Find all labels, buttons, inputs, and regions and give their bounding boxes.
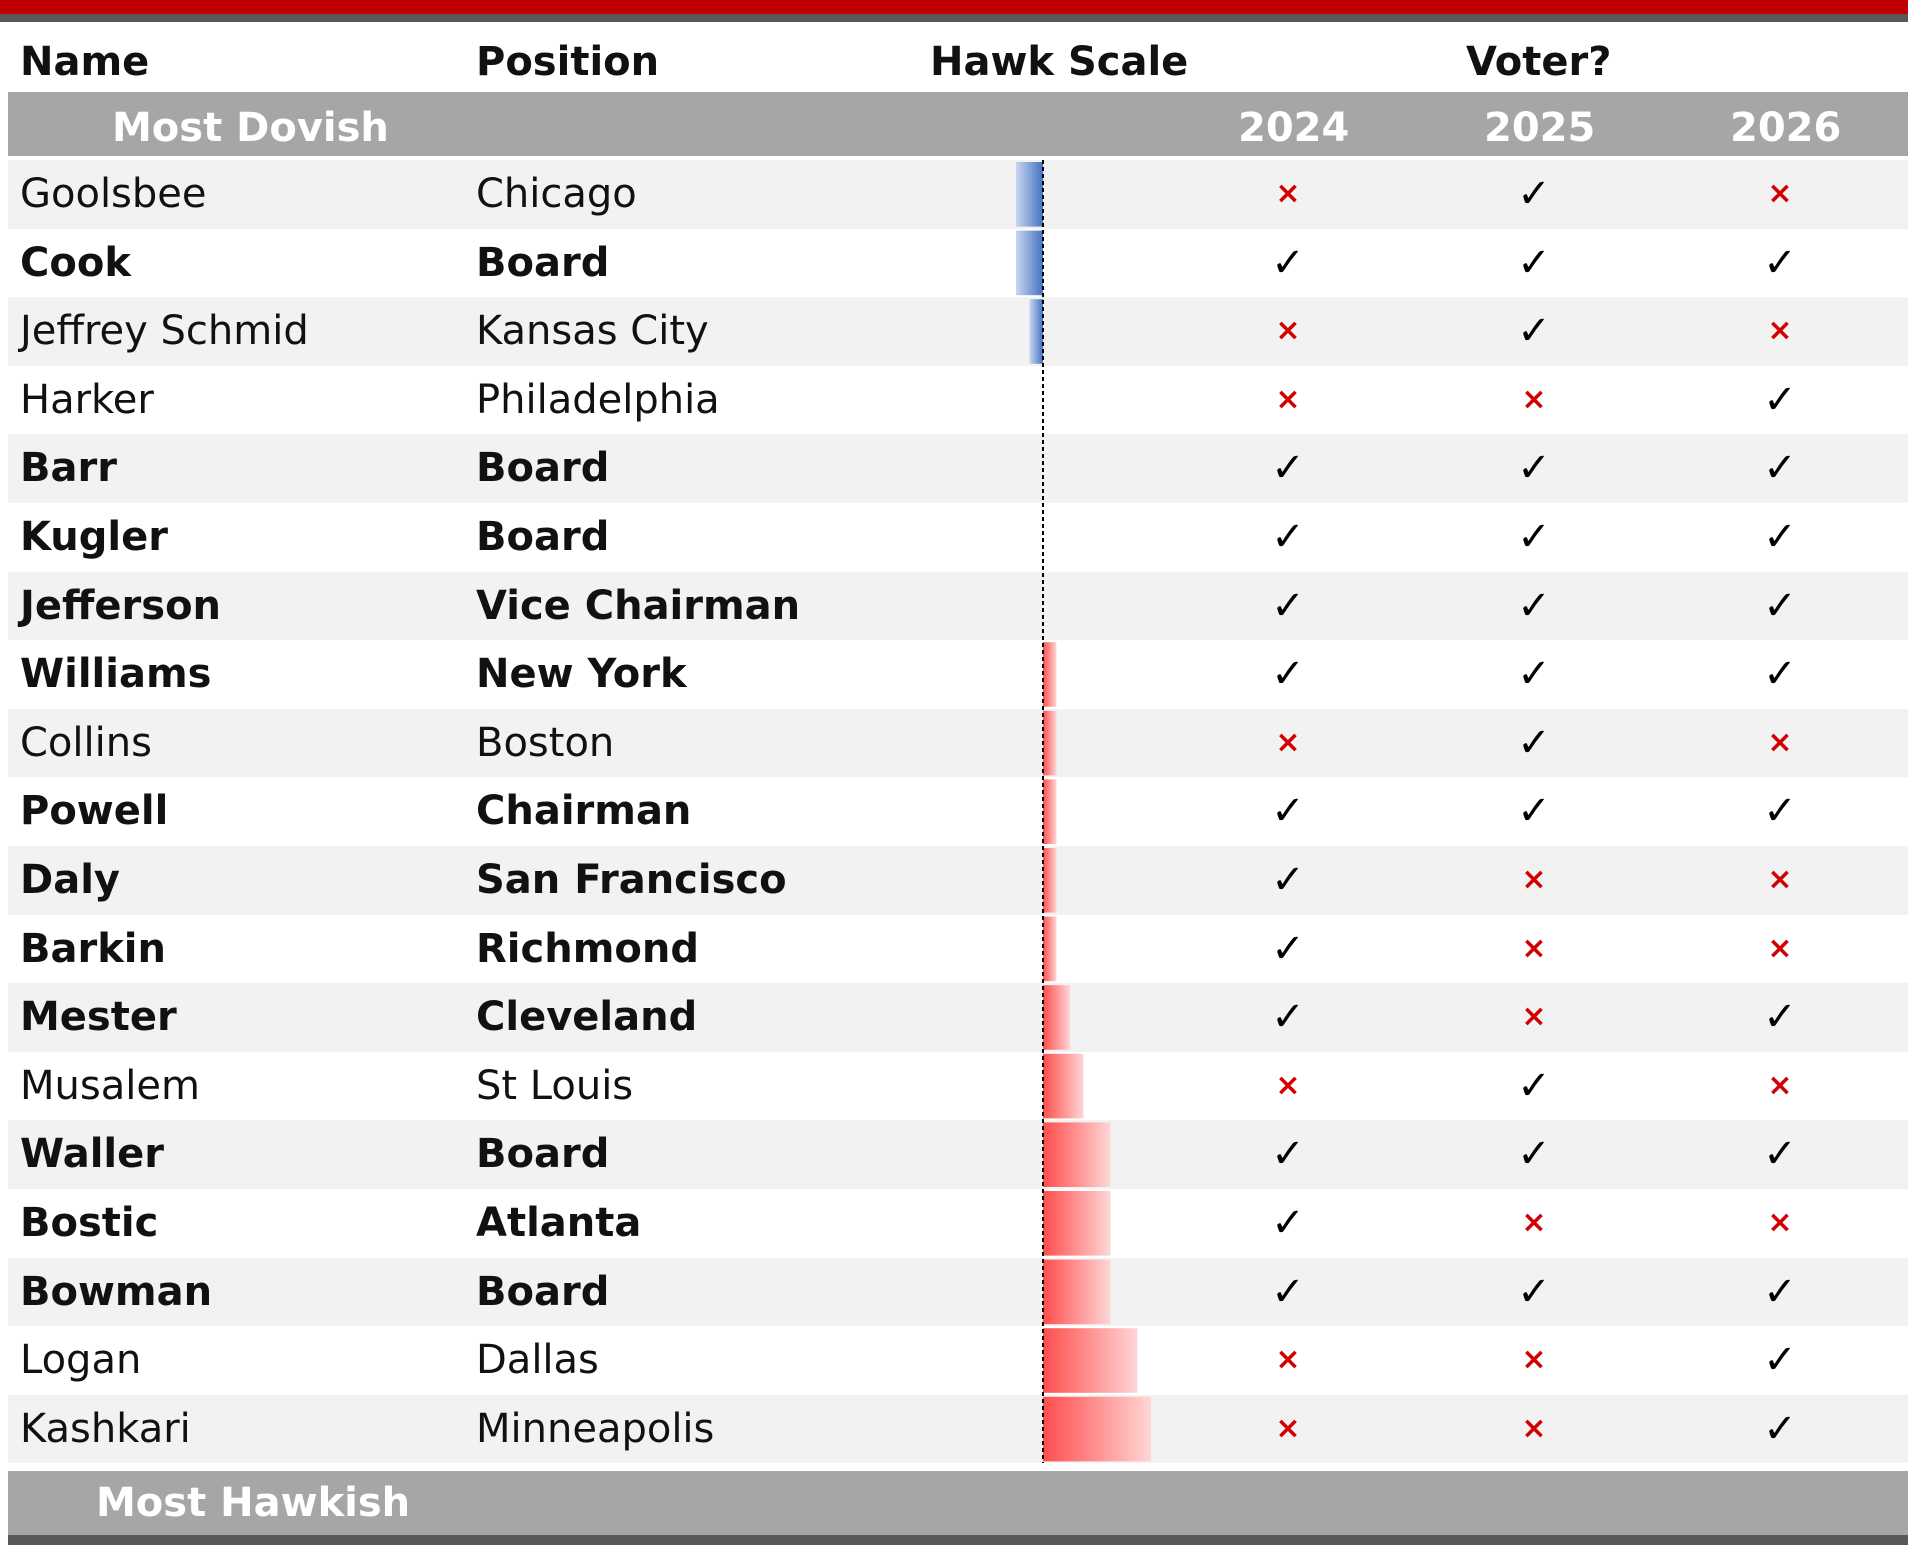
voter-check-icon: ✓ xyxy=(1763,1337,1797,1384)
voter-check-icon: ✓ xyxy=(1271,514,1305,560)
table-row xyxy=(8,1052,1908,1121)
non-voter-x-icon: × xyxy=(1767,724,1793,760)
member-position: Board xyxy=(476,1131,610,1178)
member-name: Musalem xyxy=(20,1062,200,1109)
non-voter-x-icon: × xyxy=(1767,176,1793,211)
member-name: Barkin xyxy=(20,925,166,972)
voter-check-icon: ✓ xyxy=(1271,1268,1305,1315)
voter-check-icon: ✓ xyxy=(1517,788,1551,835)
year-2024-header: 2024 xyxy=(1238,105,1350,151)
voter-check-icon: ✓ xyxy=(1763,445,1797,492)
voter-check-icon: ✓ xyxy=(1763,994,1797,1041)
table-row xyxy=(8,160,1908,229)
voter-check-icon: ✓ xyxy=(1271,651,1305,698)
voter-check-icon: ✓ xyxy=(1763,651,1797,698)
voter-header: Voter? xyxy=(1466,39,1612,85)
voter-check-icon: ✓ xyxy=(1763,582,1797,629)
hawk-scale-header: Hawk Scale xyxy=(930,39,1189,85)
voter-check-icon: ✓ xyxy=(1517,308,1551,355)
voter-check-icon: ✓ xyxy=(1271,788,1305,835)
voter-check-icon: ✓ xyxy=(1271,582,1305,629)
table-row xyxy=(8,572,1908,641)
member-position: Chicago xyxy=(476,171,637,217)
member-position: Vice Chairman xyxy=(476,582,801,629)
member-name: Bowman xyxy=(20,1268,213,1315)
member-position: Cleveland xyxy=(476,994,698,1041)
table-row xyxy=(8,1326,1908,1395)
non-voter-x-icon: × xyxy=(1521,1410,1547,1446)
member-name: Collins xyxy=(20,719,152,766)
top-divider-bar xyxy=(0,14,1908,22)
member-position: Richmond xyxy=(476,925,699,972)
table-row xyxy=(8,709,1908,778)
member-name: Jefferson xyxy=(20,582,222,629)
voter-check-icon: ✓ xyxy=(1763,788,1797,835)
table-row xyxy=(8,366,1908,435)
table-row xyxy=(8,503,1908,572)
member-name: Harker xyxy=(20,376,154,423)
member-position: Chairman xyxy=(476,788,692,835)
non-voter-x-icon: × xyxy=(1521,1205,1547,1240)
non-voter-x-icon: × xyxy=(1767,313,1793,349)
position-column-header: Position xyxy=(476,39,660,85)
member-position: St Louis xyxy=(476,1062,634,1109)
member-position: Board xyxy=(476,514,610,560)
year-2026-header: 2026 xyxy=(1730,105,1842,151)
member-position: New York xyxy=(476,651,687,698)
table-row xyxy=(8,297,1908,366)
table-row xyxy=(8,777,1908,846)
voter-check-icon: ✓ xyxy=(1763,1131,1797,1178)
voter-check-icon: ✓ xyxy=(1763,1268,1797,1315)
non-voter-x-icon: × xyxy=(1767,862,1793,897)
member-name: Kugler xyxy=(20,514,168,560)
member-position: Dallas xyxy=(476,1337,599,1384)
table-row xyxy=(8,434,1908,503)
non-voter-x-icon: × xyxy=(1521,862,1547,897)
non-voter-x-icon: × xyxy=(1521,381,1547,417)
member-name: Goolsbee xyxy=(20,171,207,217)
non-voter-x-icon: × xyxy=(1521,999,1547,1035)
non-voter-x-icon: × xyxy=(1767,1205,1793,1240)
voter-check-icon: ✓ xyxy=(1271,1131,1305,1178)
member-position: Board xyxy=(476,1268,610,1315)
table-row xyxy=(8,640,1908,709)
member-name: Williams xyxy=(20,651,212,698)
table-row xyxy=(8,1395,1908,1464)
voter-check-icon: ✓ xyxy=(1763,514,1797,560)
voter-check-icon: ✓ xyxy=(1271,857,1305,903)
non-voter-x-icon: × xyxy=(1275,1410,1301,1446)
voter-check-icon: ✓ xyxy=(1763,239,1797,286)
voter-check-icon: ✓ xyxy=(1517,1062,1551,1109)
non-voter-x-icon: × xyxy=(1767,930,1793,966)
voter-check-icon: ✓ xyxy=(1517,1268,1551,1315)
table-row xyxy=(8,1189,1908,1258)
hawkish-band xyxy=(8,1471,1908,1535)
member-name: Bostic xyxy=(20,1200,159,1246)
name-column-header: Name xyxy=(20,39,150,85)
non-voter-x-icon: × xyxy=(1767,1067,1793,1103)
voter-check-icon: ✓ xyxy=(1271,925,1305,972)
member-name: Kashkari xyxy=(20,1405,191,1452)
non-voter-x-icon: × xyxy=(1275,381,1301,417)
member-position: Board xyxy=(476,239,610,286)
voter-check-icon: ✓ xyxy=(1517,582,1551,629)
member-position: Minneapolis xyxy=(476,1405,715,1452)
voter-check-icon: ✓ xyxy=(1517,514,1551,560)
member-position: San Francisco xyxy=(476,857,787,903)
member-name: Cook xyxy=(20,239,131,286)
year-2025-header: 2025 xyxy=(1484,105,1596,151)
voter-check-icon: ✓ xyxy=(1763,376,1797,423)
non-voter-x-icon: × xyxy=(1521,1342,1547,1378)
table-row xyxy=(8,1120,1908,1189)
voter-check-icon: ✓ xyxy=(1517,445,1551,492)
member-name: Jeffrey Schmid xyxy=(20,308,309,355)
voter-check-icon: ✓ xyxy=(1763,1405,1797,1452)
member-name: Barr xyxy=(20,445,117,492)
member-position: Atlanta xyxy=(476,1200,642,1246)
table-row xyxy=(8,915,1908,984)
voter-check-icon: ✓ xyxy=(1271,1200,1305,1246)
voter-check-icon: ✓ xyxy=(1271,239,1305,286)
member-name: Mester xyxy=(20,994,177,1041)
top-accent-bar xyxy=(0,0,1908,14)
table-row xyxy=(8,229,1908,298)
voter-check-icon: ✓ xyxy=(1517,1131,1551,1178)
voter-check-icon: ✓ xyxy=(1517,171,1551,217)
member-position: Kansas City xyxy=(476,308,709,355)
non-voter-x-icon: × xyxy=(1521,930,1547,966)
member-name: Logan xyxy=(20,1337,142,1384)
voter-check-icon: ✓ xyxy=(1517,719,1551,766)
member-position: Philadelphia xyxy=(476,376,720,423)
non-voter-x-icon: × xyxy=(1275,1067,1301,1103)
table-row xyxy=(8,983,1908,1052)
most-dovish-label: Most Dovish xyxy=(112,105,389,151)
non-voter-x-icon: × xyxy=(1275,176,1301,211)
table-row xyxy=(8,1258,1908,1327)
most-hawkish-label: Most Hawkish xyxy=(96,1480,411,1526)
table-row xyxy=(8,846,1908,915)
member-position: Boston xyxy=(476,719,615,766)
bottom-divider-bar xyxy=(8,1535,1908,1545)
non-voter-x-icon: × xyxy=(1275,724,1301,760)
non-voter-x-icon: × xyxy=(1275,1342,1301,1378)
voter-check-icon: ✓ xyxy=(1271,445,1305,492)
member-name: Powell xyxy=(20,788,169,835)
member-name: Daly xyxy=(20,857,120,903)
member-name: Waller xyxy=(20,1131,164,1178)
voter-check-icon: ✓ xyxy=(1271,994,1305,1041)
non-voter-x-icon: × xyxy=(1275,313,1301,349)
member-position: Board xyxy=(476,445,610,492)
voter-check-icon: ✓ xyxy=(1517,651,1551,698)
voter-check-icon: ✓ xyxy=(1517,239,1551,286)
